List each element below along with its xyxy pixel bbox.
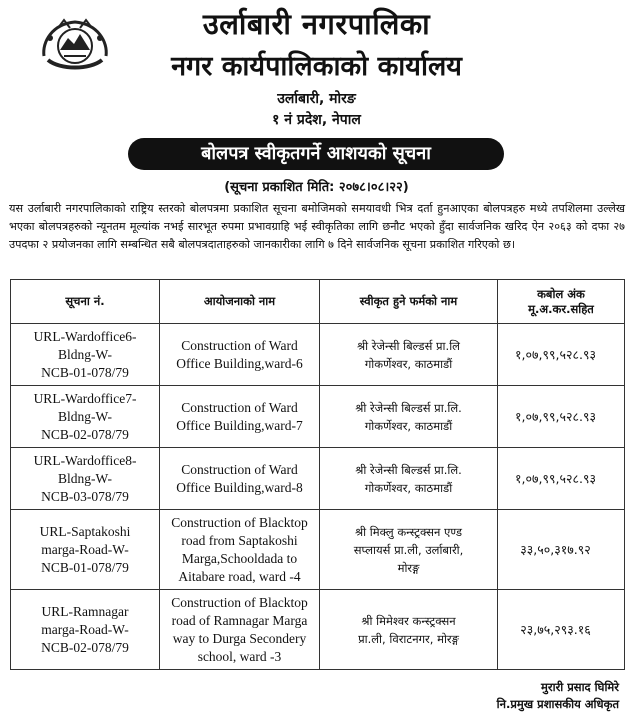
ref-line: URL-Saptakoshi (39, 523, 131, 539)
firm-line: गोकर्णेश्वर, काठमाडौं (364, 480, 453, 495)
firm-line: श्री मिक्लु कन्स्ट्रक्सन एण्ड (354, 524, 463, 539)
ref-line: NCB-01-078/79 (41, 559, 129, 575)
firm-line: सप्लायर्स प्रा.ली, उर्लाबारी, (353, 542, 464, 557)
ref-line: URL-Wardoffice6- (33, 328, 137, 344)
amount-header-line2: मू.अ.कर.सहित (528, 301, 594, 316)
project-line: Construction of Blacktop (171, 514, 308, 530)
notice-ref-cell (11, 324, 160, 386)
project-name-cell (160, 448, 320, 510)
project-name-cell (160, 324, 320, 386)
ref-line: marga-Road-W- (41, 541, 129, 557)
project-line: Marga,Schooldada to (181, 550, 298, 566)
column-header-firm: स्वीकृत हुने फर्मको नाम (320, 280, 498, 324)
municipality-title: उर्लाबारी नगरपालिका (202, 7, 431, 41)
notice-ref-cell (11, 510, 160, 590)
firm-name-cell (320, 590, 498, 670)
firm-name-cell (320, 510, 498, 590)
notice-ref-cell (11, 386, 160, 448)
table-row (11, 510, 625, 590)
project-line: Office Building,ward-7 (176, 417, 303, 433)
project-line: Aitabare road, ward -4 (178, 568, 301, 584)
project-line: road of Ramnagar Marga (171, 612, 308, 628)
ref-line: URL-Wardoffice7- (33, 390, 137, 406)
ref-line: URL-Ramnagar (41, 603, 129, 619)
project-line: road from Saptakoshi (181, 532, 298, 548)
firm-line: गोकर्णेश्वर, काठमाडौं (364, 356, 453, 371)
project-name-cell (160, 510, 320, 590)
bid-amount-cell: १,०७,९९,५२८.९३ (498, 386, 625, 448)
firm-name-cell (320, 386, 498, 448)
project-line: way to Durga Secondery (172, 630, 307, 646)
bid-amount-cell: १,०७,९९,५२८.९३ (498, 448, 625, 510)
notice-ref-cell (11, 448, 160, 510)
bid-amount-cell: ३३,५०,३१७.९२ (498, 510, 625, 590)
project-line: Office Building,ward-8 (176, 479, 303, 495)
office-title: नगर कार्यपालिकाको कार्यालय (171, 51, 462, 82)
signatory-name: मुरारी प्रसाद घिमिरे (541, 680, 619, 694)
signatory-title: नि.प्रमुख प्रशासकीय अधिकृत (496, 697, 619, 711)
notice-title-banner: बोलपत्र स्वीकृतगर्ने आशयको सूचना (128, 138, 504, 170)
amount-header-line1: कबोल अंक (537, 286, 585, 301)
ref-line: Bldng-W- (58, 408, 112, 424)
firm-line: प्रा.ली, विराटनगर, मोरङ्ग (358, 631, 459, 646)
table-row (11, 448, 625, 510)
firm-line: श्री रेजेन्सी बिल्डर्स प्रा.लि. (355, 400, 462, 415)
ref-line: NCB-02-078/79 (41, 426, 129, 442)
firm-name-cell (320, 324, 498, 386)
column-header-project: आयोजनाको नाम (160, 280, 320, 324)
bid-amount-cell: १,०७,९९,५२८.९३ (498, 324, 625, 386)
project-line: Construction of Blacktop (171, 594, 308, 610)
column-header-amount (498, 280, 625, 324)
notice-body: यस उर्लाबारी नगरपालिकाको राष्ट्रिय स्तरको बोलपत्रमा प्रकाशित सूचना बमोजिमको समयावधी भित्र दर्ता हुनआएका बोलपत्रहरु मध्ये तपशिलमा उल्लेख भएका बोलपत्रहरुको न्यूनतम मूल्यांक नभई सारभूत रुपमा प्रभावग्राहि भई स्वीकृतिका लागि छनौट भएको हुँदा सार्वजनिक खरिद ऐन २०६३ को दफा २७ उपदफा २ प्रयोजनका लागि सम्बन्धित सबै बोलपत्रदाताहरुको जानकारीका लागि ७ दिने सार्वजनिक सूचना प्रकाशित गरिएको छ। (9, 202, 625, 251)
bid-amount-cell: २३,७५,२९३.१६ (498, 590, 625, 670)
column-header-ref: सूचना नं. (11, 280, 160, 324)
project-name-cell (160, 590, 320, 670)
table-row (11, 386, 625, 448)
project-line: Construction of Ward (181, 461, 298, 477)
ref-line: NCB-01-078/79 (41, 364, 129, 380)
province-line: १ नं प्रदेश, नेपाल (272, 112, 361, 128)
project-name-cell (160, 386, 320, 448)
project-line: Construction of Ward (181, 337, 298, 353)
table-row (11, 324, 625, 386)
ref-line: marga-Road-W- (41, 621, 129, 637)
project-line: Construction of Ward (181, 399, 298, 415)
table-header-row (11, 280, 625, 324)
notice-header (0, 0, 633, 135)
project-line: Office Building,ward-6 (176, 355, 303, 371)
firm-line: गोकर्णेश्वर, काठमाडौं (364, 418, 453, 433)
bid-acceptance-table (10, 279, 625, 670)
firm-line: मोरङ्ग (397, 560, 420, 575)
published-date: (सूचना प्रकाशित मिति: २०७८।०८।२२) (224, 180, 409, 195)
ref-line: Bldng-W- (58, 346, 112, 362)
firm-line: श्री रेजेन्सी बिल्डर्स प्रा.लि. (355, 462, 462, 477)
notice-ref-cell (11, 590, 160, 670)
ref-line: NCB-03-078/79 (41, 488, 129, 504)
ref-line: NCB-02-078/79 (41, 639, 129, 655)
ref-line: Bldng-W- (58, 470, 112, 486)
firm-name-cell (320, 448, 498, 510)
firm-line: श्री रेजेन्सी बिल्डर्स प्रा.लि (357, 338, 460, 353)
project-line: school, ward -3 (197, 648, 282, 664)
location-line: उर्लाबारी, मोरङ (277, 91, 356, 107)
table-row (11, 590, 625, 670)
ref-line: URL-Wardoffice8- (33, 452, 137, 468)
firm-line: श्री मिमेश्वर कन्स्ट्रक्सन (361, 613, 456, 628)
